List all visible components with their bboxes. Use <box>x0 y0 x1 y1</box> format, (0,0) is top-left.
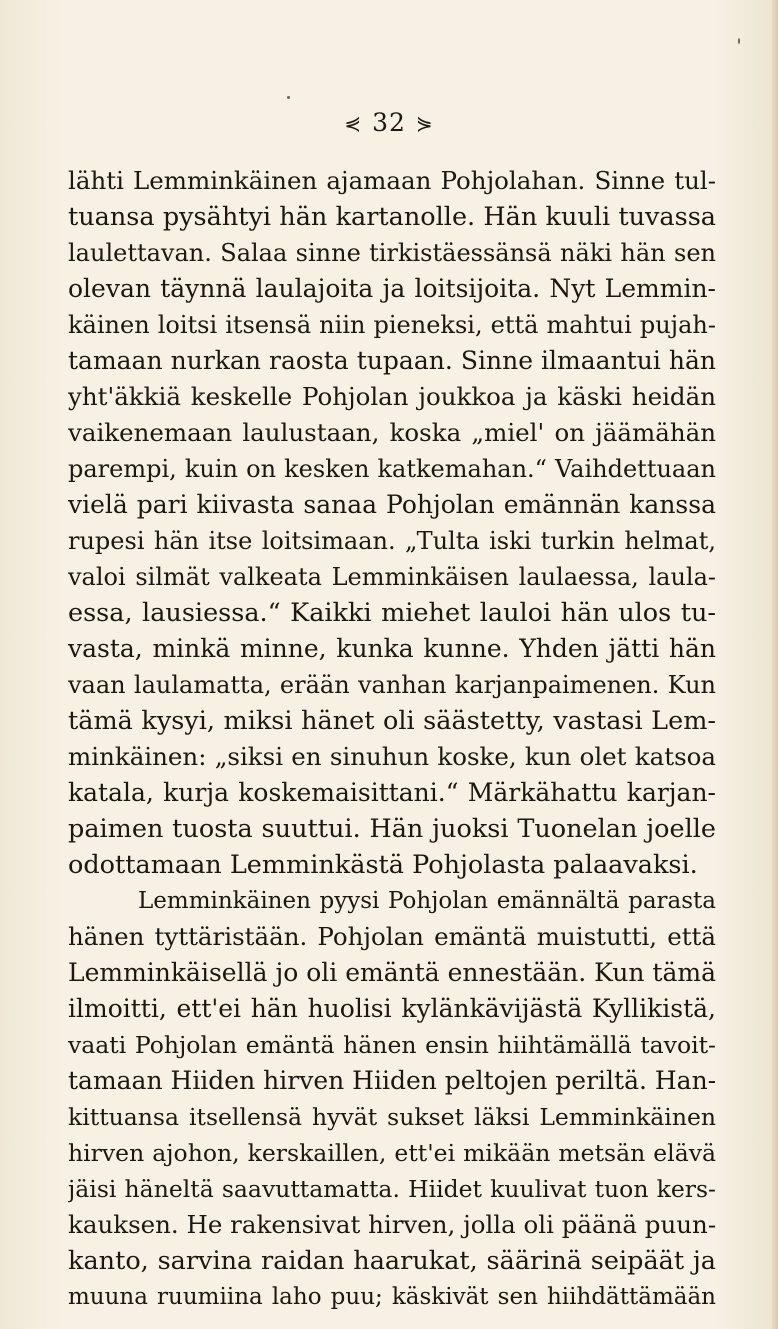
text-line: muuna ruumiina laho puu; käskivät sen hiihdättämään <box>68 1284 716 1310</box>
text-line: Lemminkäisellä jo oli emäntä ennestään. Kun tämä <box>68 958 716 987</box>
text-line: hänen tyttäristään. Pohjolan emäntä muistutti, että <box>68 922 716 951</box>
text-line: tuansa pysähtyi hän kartanolle. Hän kuuli tuvassa <box>68 202 716 232</box>
text-line: tamaan nurkan raosta tupaan. Sinne ilmaantui hän <box>68 346 716 375</box>
text-line: odottamaan Lemminkästä Pohjolasta palaavaksi. <box>68 850 698 880</box>
text-line: kanto, sarvina raidan haarukat, säärinä seipäät ja <box>68 1246 716 1276</box>
text-line: minkäinen: „siksi en sinuhun koske, kun olet katsoa <box>68 742 716 771</box>
text-line: essa, lausiessa.“ Kaikki miehet lauloi hän ulos tu- <box>68 598 716 628</box>
text-line: parempi, kuin on kesken katkemahan.“ Vaihdettuaan <box>68 455 716 483</box>
text-line: rupesi hän itse loitsimaan. „Tulta iski turkin helmat, <box>68 527 716 555</box>
text-line: vaikenemaan laulustaan, koska „miel' on jäämähän <box>68 418 716 447</box>
text-line: ilmoitti, ett'ei hän huolisi kylänkävijästä Kyllikistä, <box>68 994 716 1023</box>
folio-ornament-right: ⋟ <box>415 111 434 135</box>
text-line: vasta, minkä minne, kunka kunne. Yhden jätti hän <box>68 634 716 663</box>
text-line: vielä pari kiivasta sanaa Pohjolan emännän kanssa <box>68 490 716 519</box>
page-number-value: 32 <box>372 108 406 137</box>
text-line: tamaan Hiiden hirven Hiiden peltojen periltä. Han- <box>68 1066 716 1095</box>
text-line: lähti Lemminkäinen ajamaan Pohjolahan. Sinne tul- <box>68 166 716 195</box>
text-line: kittuansa itsellensä hyvät sukset läksi Lemminkäinen <box>68 1103 716 1131</box>
text-line: laulettavan. Salaa sinne tirkistäessänsä näki hän sen <box>68 239 716 267</box>
text-line: yht'äkkiä keskelle Pohjolan joukkoa ja käski heidän <box>68 382 716 411</box>
text-line: kauksen. He rakensivat hirven, jolla oli päänä puun- <box>68 1210 716 1239</box>
text-line: jäisi häneltä saavuttamatta. Hiidet kuulivat tuon kers- <box>68 1175 716 1203</box>
text-line: Lemminkäinen pyysi Pohjolan emännältä parasta <box>138 888 716 914</box>
text-line: paimen tuosta suuttui. Hän juoksi Tuonelan joelle <box>68 814 716 844</box>
text-line: käinen loitsi itsensä niin pieneksi, että mahtui pujah- <box>68 311 716 339</box>
page-number <box>0 108 778 137</box>
body-text <box>68 163 716 1315</box>
text-line: vaati Pohjolan emäntä hänen ensin hiihtämällä tavoit- <box>68 1031 716 1059</box>
text-line: olevan täynnä laulajoita ja loitsijoita. Nyt Lemmin- <box>68 274 716 303</box>
print-speck <box>738 38 740 44</box>
text-line: tämä kysyi, miksi hänet oli säästetty, vastasi Lem- <box>68 706 716 736</box>
text-line: valoi silmät valkeata Lemminkäisen laulaessa, laula- <box>68 563 716 591</box>
text-line: hirven ajohon, kerskaillen, ett'ei mikään metsän elävä <box>68 1139 716 1167</box>
page-edge <box>772 0 778 1329</box>
folio-ornament-left: ⋞ <box>344 111 363 135</box>
text-line: vaan laulamatta, erään vanhan karjanpaimenen. Kun <box>68 671 716 699</box>
print-speck <box>287 96 290 99</box>
text-line: katala, kurja koskemaisittani.“ Märkähattu karjan- <box>68 778 716 807</box>
